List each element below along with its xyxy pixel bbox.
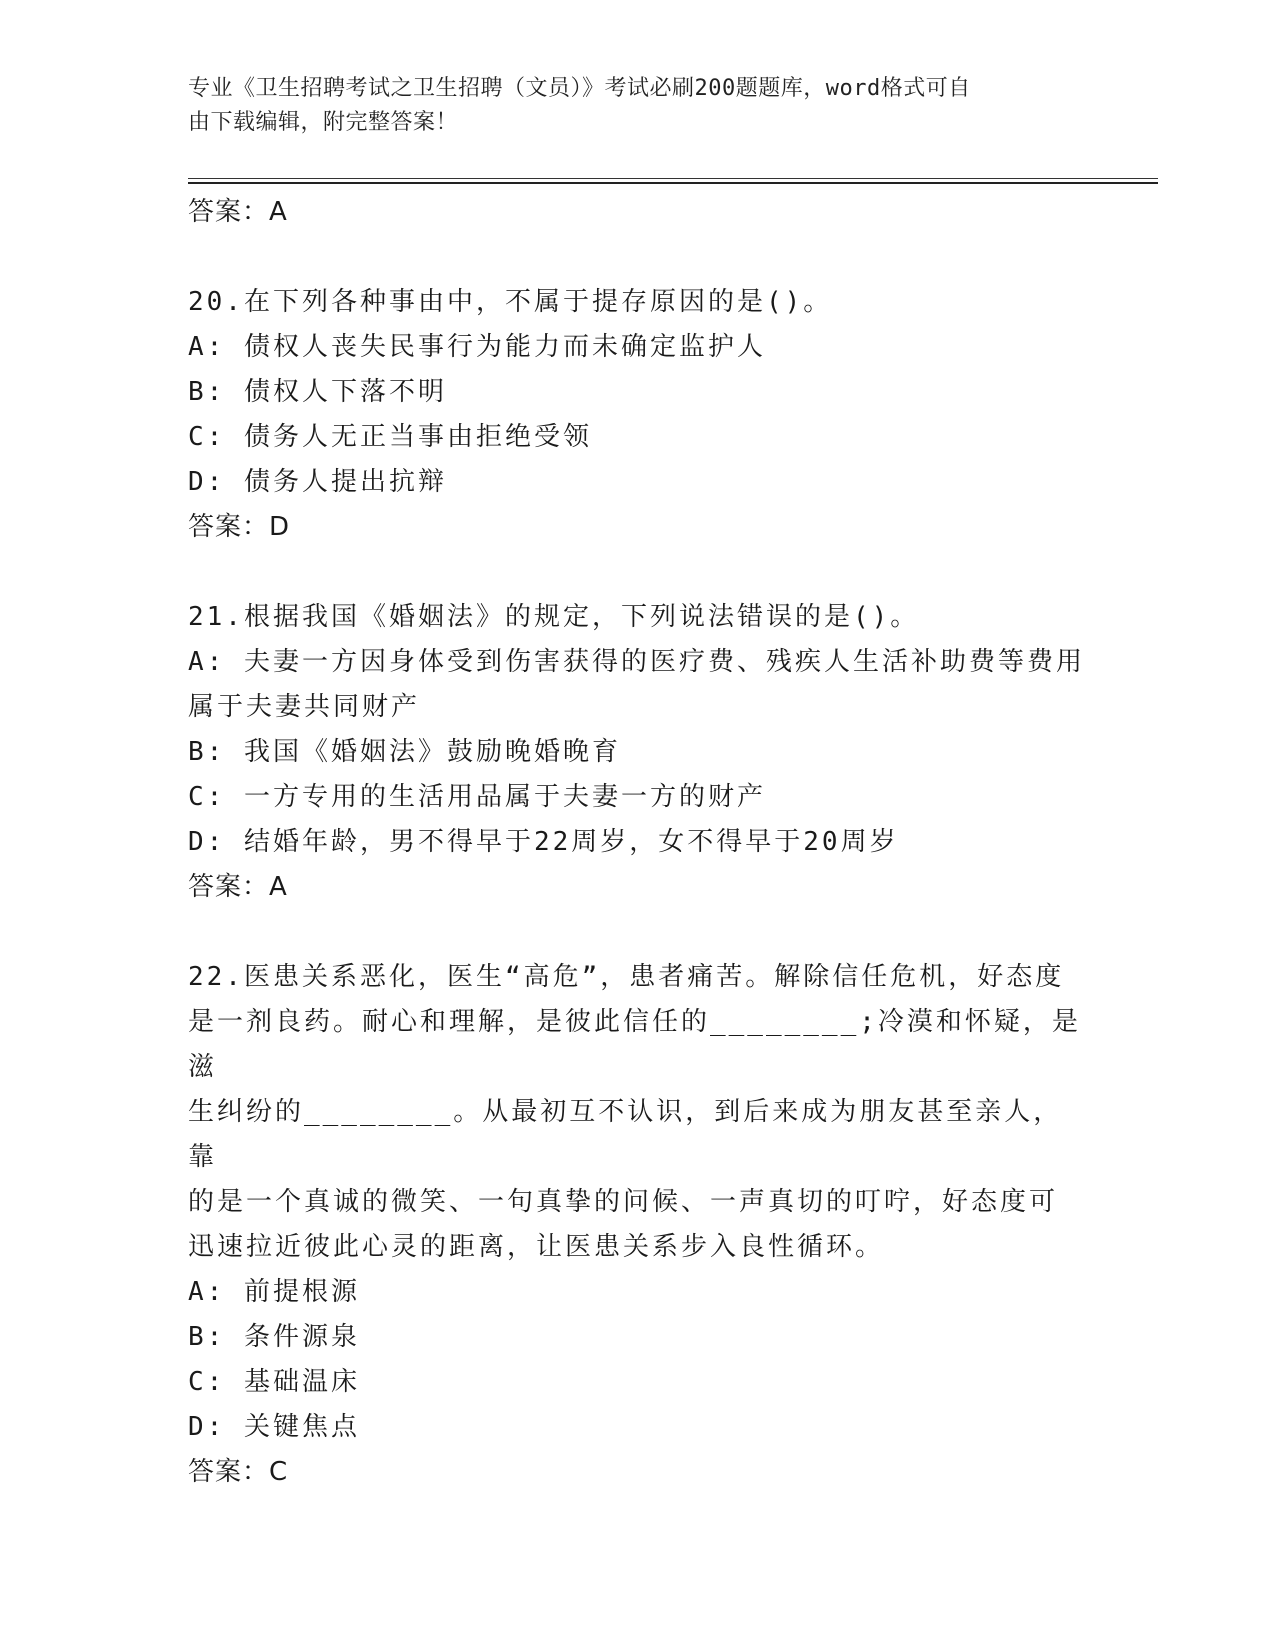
- option-a-continued: 属于夫妻共同财产: [188, 692, 421, 722]
- question-20: [188, 280, 1088, 550]
- option-b: B: 债权人下落不明: [188, 377, 447, 407]
- question-stem-line: 是一剂良药。耐心和理解，是彼此信任的________;冷漠和怀疑，是滋: [188, 1007, 1081, 1082]
- option-c: C: 基础温床: [188, 1367, 360, 1397]
- question-stem: 21.根据我国《婚姻法》的规定，下列说法错误的是()。: [188, 602, 920, 632]
- document-header: [188, 72, 1088, 140]
- header-divider-thin: [188, 178, 1158, 179]
- option-b: B: 我国《婚姻法》鼓励晚婚晚育: [188, 737, 621, 767]
- option-d: D: 结婚年龄，男不得早于22周岁，女不得早于20周岁: [188, 827, 899, 857]
- question-stem-line: 生纠纷的________。从最初互不认识，到后来成为朋友甚至亲人，靠: [188, 1097, 1063, 1172]
- option-d: D: 债务人提出抗辩: [188, 467, 447, 497]
- option-b: B: 条件源泉: [188, 1322, 360, 1352]
- question-stem-line: 的是一个真诚的微笑、一句真挚的问候、一声真切的叮咛，好态度可: [188, 1187, 1059, 1217]
- option-c: C: 一方专用的生活用品属于夫妻一方的财产: [188, 782, 766, 812]
- question-stem-line: 迅速拉近彼此心灵的距离，让医患关系步入良性循环。: [188, 1232, 885, 1262]
- header-line-1: 专业《卫生招聘考试之卫生招聘（文员）》考试必刷200题题库，word格式可自: [188, 76, 971, 101]
- question-content: [188, 190, 1088, 1495]
- header-line-2: 由下载编辑，附完整答案！: [188, 110, 459, 135]
- option-d: D: 关键焦点: [188, 1412, 360, 1442]
- answer-label: 答案：C: [188, 1457, 289, 1487]
- option-c: C: 债务人无正当事由拒绝受领: [188, 422, 592, 452]
- question-21: [188, 595, 1088, 910]
- question-22: [188, 955, 1088, 1495]
- option-a: A: 夫妻一方因身体受到伤害获得的医疗费、残疾人生活补助费等费用: [188, 647, 1085, 677]
- answer-label: 答案：D: [188, 512, 291, 542]
- answer-label: 答案：A: [188, 197, 288, 227]
- answer-label: 答案：A: [188, 872, 288, 902]
- question-stem: 20.在下列各种事由中，不属于提存原因的是()。: [188, 287, 833, 317]
- question-stem-line: 22.医患关系恶化，医生“高危”，患者痛苦。解除信任危机，好态度: [188, 962, 1065, 992]
- header-divider-thick: [188, 182, 1158, 184]
- option-a: A: 债权人丧失民事行为能力而未确定监护人: [188, 332, 766, 362]
- option-a: A: 前提根源: [188, 1277, 360, 1307]
